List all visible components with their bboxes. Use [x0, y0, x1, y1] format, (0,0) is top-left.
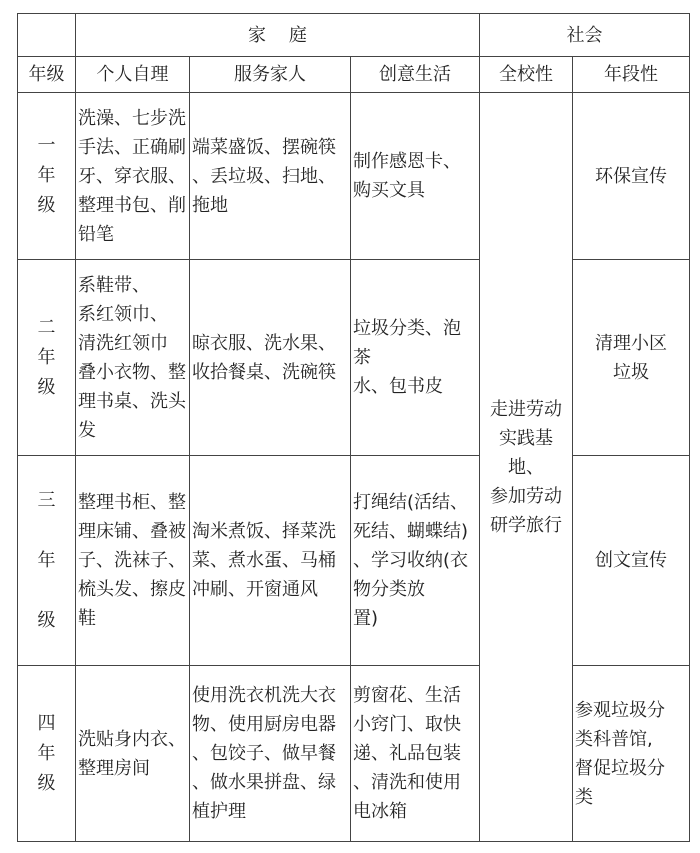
self-care-cell: 洗贴身内衣、 整理房间: [76, 666, 190, 842]
grade-level-header: 年段性: [573, 57, 690, 93]
family-header: 家 庭: [76, 14, 480, 57]
table-row: [18, 260, 690, 456]
serve-family-cell: 使用洗衣机洗大衣 物、使用厨房电器 、包饺子、做早餐 、做水果拼盘、绿 植护理: [190, 666, 351, 842]
header-row-1: [18, 14, 690, 57]
creative-life-header: 创意生活: [351, 57, 480, 93]
corner-cell: [18, 14, 76, 57]
table-row: [18, 666, 690, 842]
grade-level-cell: 创文宣传: [573, 456, 690, 666]
self-care-cell: 系鞋带、 系红领巾、 清洗红领巾 叠小衣物、整 理书桌、洗头 发: [76, 260, 190, 456]
whole-school-cell: 走进劳动 实践基地、 参加劳动 研学旅行: [480, 93, 573, 842]
grade-header: 年级: [18, 57, 76, 93]
grade-cell: 二 年 级: [18, 260, 76, 456]
whole-school-header: 全校性: [480, 57, 573, 93]
serve-family-cell: 端菜盛饭、摆碗筷 、丢垃圾、扫地、 拖地: [190, 93, 351, 260]
creative-life-cell: 打绳结(活结、 死结、蝴蝶结) 、学习收纳(衣 物分类放 置): [351, 456, 480, 666]
labor-education-table: [17, 13, 690, 842]
serve-family-cell: 晾衣服、洗水果、 收拾餐桌、洗碗筷: [190, 260, 351, 456]
creative-life-cell: 剪窗花、生活 小窍门、取快 递、礼品包装 、清洗和使用 电冰箱: [351, 666, 480, 842]
self-care-cell: 洗澡、七步洗 手法、正确刷 牙、穿衣服、 整理书包、削 铅笔: [76, 93, 190, 260]
self-care-header: 个人自理: [76, 57, 190, 93]
table-row: [18, 93, 690, 260]
grade-cell: 四 年 级: [18, 666, 76, 842]
society-header: 社会: [480, 14, 690, 57]
self-care-cell: 整理书柜、整 理床铺、叠被 子、洗袜子、 梳头发、擦皮 鞋: [76, 456, 190, 666]
grade-cell: 一 年 级: [18, 93, 76, 260]
serve-family-header: 服务家人: [190, 57, 351, 93]
grade-level-cell: 清理小区 垃圾: [573, 260, 690, 456]
serve-family-cell: 淘米煮饭、择菜洗 菜、煮水蛋、马桶 冲刷、开窗通风: [190, 456, 351, 666]
grade-level-cell: 环保宣传: [573, 93, 690, 260]
table-row: [18, 456, 690, 666]
creative-life-cell: 垃圾分类、泡茶 水、包书皮: [351, 260, 480, 456]
grade-level-cell: 参观垃圾分 类科普馆, 督促垃圾分 类: [573, 666, 690, 842]
creative-life-cell: 制作感恩卡、 购买文具: [351, 93, 480, 260]
grade-cell: 三 年 级: [18, 456, 76, 666]
header-row-2: [18, 57, 690, 93]
